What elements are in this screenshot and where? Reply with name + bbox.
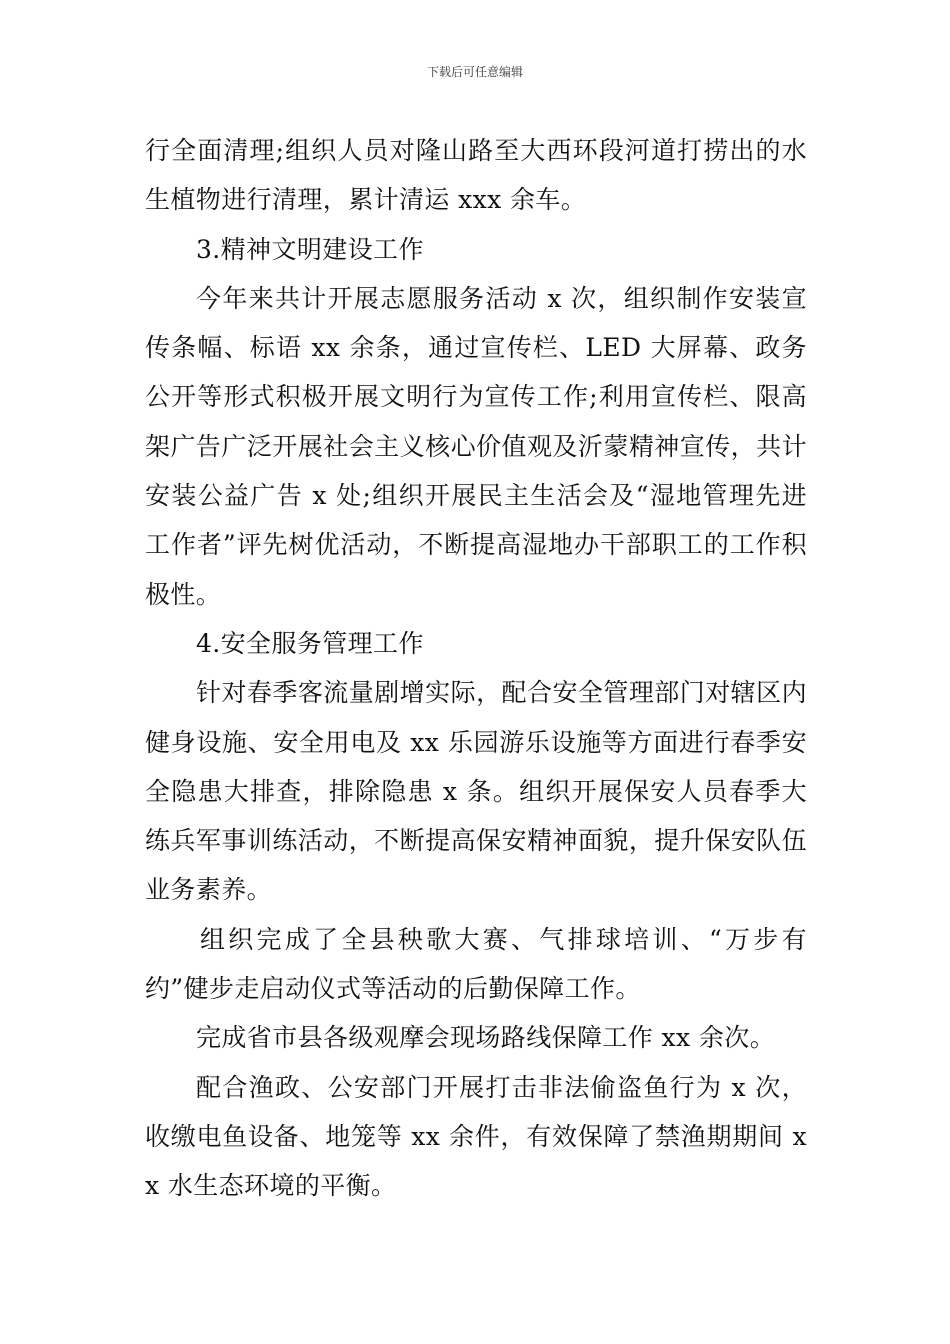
paragraph-logistics-support: 组织完成了全县秧歌大赛、气排球培训、“万步有约”健步走启动仪式等活动的后勤保障工作。 xyxy=(145,924,807,1004)
paragraph-fishing-enforcement: 配合渔政、公安部门开展打击非法偷盗鱼行为 x 次，收缴电鱼设备、地笼等 xx 余件，有效保障了禁渔期期间 xx 水生态环境的平衡。 xyxy=(145,1072,807,1201)
paragraph-cleanup-continued: 行全面清理;组织人员对隆山路至大西环段河道打捞出的水生植物进行清理，累计清运 xxx 余车。 xyxy=(145,136,807,215)
section-heading-safety: 4.安全服务管理工作 xyxy=(196,628,424,658)
section-heading-civilization: 3.精神文明建设工作 xyxy=(196,234,424,264)
page-header-note: 下载后可任意编辑 xyxy=(426,65,523,79)
document-body xyxy=(145,126,807,1211)
paragraph-route-support: 完成省市县各级观摩会现场路线保障工作 xx 余次。 xyxy=(196,1023,776,1053)
paragraph-safety-work: 针对春季客流量剧增实际，配合安全管理部门对辖区内健身设施、安全用电及 xx 乐园游乐设施等方面进行春季安全隐患大排查，排除隐患 x 条。组织开展保安人员春季大练兵军事训练活动，不断提高保安精神面貌，提升保安队伍业务素养。 xyxy=(145,678,807,905)
paragraph-civilization-work: 今年来共计开展志愿服务活动 x 次，组织制作安装宣传条幅、标语 xx 余条，通过宣传栏、LED 大屏幕、政务公开等形式积极开展文明行为宣传工作;利用宣传栏、限高架广告广泛开展社会主义核心价值观及沂蒙精神宣传，共计安装公益广告 x 处;组织开展民主生活会及“湿地管理先进工作者”评先树优活动，不断提高湿地办干部职工的工作积极性。 xyxy=(145,283,807,609)
